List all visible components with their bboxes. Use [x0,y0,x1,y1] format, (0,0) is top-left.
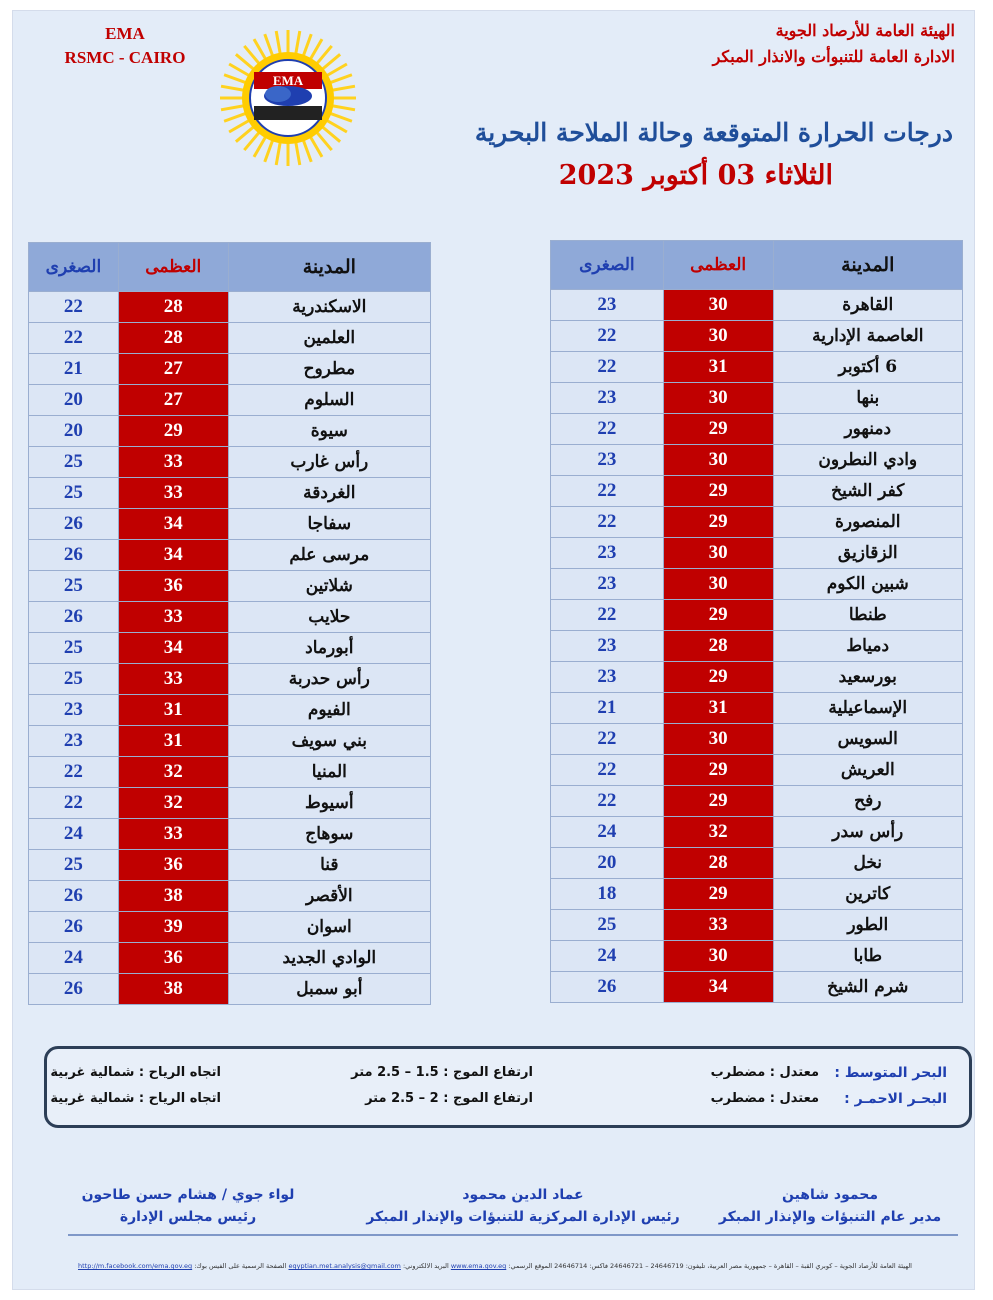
max-temp-cell: 33 [118,478,228,509]
city-cell: رأس حدربة [228,664,430,695]
max-temp-cell: 28 [663,631,773,662]
ema-label: EMA [105,24,145,43]
table-row [29,881,431,912]
table-row [29,478,431,509]
sea-navigation-box [44,1046,972,1128]
footer-divider [68,1234,958,1236]
max-temp-cell: 31 [663,352,773,383]
min-temp-cell: 22 [551,476,664,507]
table-row [29,571,431,602]
table-row [29,354,431,385]
table-row [29,788,431,819]
sea-state: معتدل : مضطرب [710,1065,819,1080]
min-temp-cell: 24 [29,819,119,850]
max-temp-cell: 28 [663,848,773,879]
table-row [551,631,963,662]
header-city: المدينة [228,243,430,292]
min-temp-cell: 26 [29,602,119,633]
min-temp-cell: 24 [551,941,664,972]
min-temp-cell: 22 [551,755,664,786]
min-temp-cell: 25 [551,910,664,941]
table-row [29,540,431,571]
signature-title: رئيس الإدارة المركزية للتنبؤات والإنذار المبكر [366,1209,680,1225]
city-cell: حلايب [228,602,430,633]
sea-state: معتدل : مضطرب [710,1091,819,1106]
min-temp-cell: 22 [551,352,664,383]
organization-name [713,18,955,70]
min-temp-cell: 26 [29,881,119,912]
max-temp-cell: 33 [118,819,228,850]
table-row [551,972,963,1003]
table-row [29,943,431,974]
table-row [551,321,963,352]
city-cell: كاترين [773,879,962,910]
table-row [551,476,963,507]
city-cell: الإسماعيلية [773,693,962,724]
city-cell: طابا [773,941,962,972]
table-row [551,383,963,414]
max-temp-cell: 38 [118,881,228,912]
city-cell: العلمين [228,323,430,354]
city-cell: اسوان [228,912,430,943]
forecast-date: الثلاثاء 03 أكتوبر 2023 [558,160,833,191]
min-temp-cell: 22 [29,323,119,354]
city-cell: العاصمة الإدارية [773,321,962,352]
city-cell: الاسكندرية [228,292,430,323]
table-row [29,602,431,633]
table-row [29,664,431,695]
max-temp-cell: 36 [118,571,228,602]
city-cell: دمياط [773,631,962,662]
city-cell: سوهاج [228,819,430,850]
city-cell: الزقازيق [773,538,962,569]
max-temp-cell: 29 [118,416,228,447]
min-temp-cell: 26 [29,540,119,571]
signature-name: لواء جوي / هشام حسن طاحون [81,1187,295,1203]
min-temp-cell: 23 [551,662,664,693]
table-row [29,385,431,416]
city-cell: رأس غارب [228,447,430,478]
max-temp-cell: 27 [118,385,228,416]
city-cell: مطروح [228,354,430,385]
min-temp-cell: 21 [29,354,119,385]
signature-title: رئيس مجلس الإدارة [119,1209,257,1225]
max-temp-cell: 29 [663,600,773,631]
header-max: العظمى [118,243,228,292]
table-row [29,819,431,850]
min-temp-cell: 25 [29,478,119,509]
table-row [551,507,963,538]
min-temp-cell: 25 [29,633,119,664]
min-temp-cell: 25 [29,850,119,881]
org-line-1: الهيئة العامة للأرصاد الجوية [775,21,955,40]
sea-row-mediterranean [47,1065,969,1087]
city-cell: طنطا [773,600,962,631]
max-temp-cell: 30 [663,290,773,321]
city-cell: القاهرة [773,290,962,321]
header-min: الصغرى [29,243,119,292]
city-cell: وادي النطرون [773,445,962,476]
wind-direction: اتجاه الرياح : شمالية غربية [50,1065,221,1080]
min-temp-cell: 21 [551,693,664,724]
table-row [551,910,963,941]
table-row [551,569,963,600]
max-temp-cell: 29 [663,755,773,786]
city-cell: أبو سمبل [228,974,430,1005]
table-row [29,323,431,354]
wave-height: ارتفاع الموج : 1.5 – 2.5 متر [351,1065,533,1080]
city-cell: بني سويف [228,726,430,757]
city-cell: كفر الشيخ [773,476,962,507]
min-temp-cell: 24 [29,943,119,974]
table-row [29,695,431,726]
city-cell: بورسعيد [773,662,962,693]
sea-name: البحـر الاحمـر : [844,1091,947,1107]
org-line-2: الادارة العامة للتنبوأت والانذار المبكر [712,47,955,66]
max-temp-cell: 32 [663,817,773,848]
table-row [29,416,431,447]
signature-chairman [63,1184,313,1228]
max-temp-cell: 34 [118,509,228,540]
ema-english-label [55,22,195,70]
max-temp-cell: 32 [118,757,228,788]
city-cell: السويس [773,724,962,755]
min-temp-cell: 23 [29,695,119,726]
city-cell: 6 أكتوبر [773,352,962,383]
wind-direction: اتجاه الرياح : شمالية غربية [50,1091,221,1106]
temperature-table-right [550,240,963,1003]
min-temp-cell: 25 [29,571,119,602]
min-temp-cell: 23 [551,538,664,569]
max-temp-cell: 28 [118,292,228,323]
city-cell: الطور [773,910,962,941]
city-cell: المنصورة [773,507,962,538]
min-temp-cell: 26 [29,912,119,943]
signature-name: محمود شاهين [781,1187,879,1203]
min-temp-cell: 22 [551,321,664,352]
sea-row-red-sea [47,1091,969,1113]
max-temp-cell: 34 [118,540,228,571]
min-temp-cell: 26 [29,974,119,1005]
min-temp-cell: 20 [551,848,664,879]
min-temp-cell: 23 [551,445,664,476]
city-cell: نخل [773,848,962,879]
city-cell: المنيا [228,757,430,788]
max-temp-cell: 28 [118,323,228,354]
ema-sun-logo-icon [218,28,358,168]
table-row [551,786,963,817]
max-temp-cell: 33 [118,602,228,633]
facebook-label: الصفحة الرسمية على الفيس بوك: [194,1262,287,1270]
city-cell: دمنهور [773,414,962,445]
max-temp-cell: 34 [663,972,773,1003]
table-row [551,693,963,724]
table-row [29,509,431,540]
header-min: الصغرى [551,241,664,290]
min-temp-cell: 26 [29,509,119,540]
table-row [29,726,431,757]
max-temp-cell: 29 [663,786,773,817]
max-temp-cell: 30 [663,569,773,600]
min-temp-cell: 22 [551,507,664,538]
city-cell: مرسى علم [228,540,430,571]
min-temp-cell: 22 [551,724,664,755]
signature-central-director [358,1184,688,1228]
temperature-table-left [28,242,431,1005]
logo-text: EMA [272,73,304,88]
city-cell: رفح [773,786,962,817]
rsmc-label: RSMC - CAIRO [64,48,186,67]
max-temp-cell: 30 [663,383,773,414]
min-temp-cell: 23 [551,383,664,414]
min-temp-cell: 22 [551,600,664,631]
min-temp-cell: 25 [29,664,119,695]
city-cell: شبين الكوم [773,569,962,600]
header-max: العظمى [663,241,773,290]
max-temp-cell: 29 [663,507,773,538]
website-link[interactable]: www.ema.gov.eg [450,1262,507,1270]
city-cell: أبورماد [228,633,430,664]
table-row [29,757,431,788]
max-temp-cell: 38 [118,974,228,1005]
city-cell: سيوة [228,416,430,447]
min-temp-cell: 23 [551,631,664,662]
city-cell: قنا [228,850,430,881]
min-temp-cell: 23 [551,290,664,321]
wave-height: ارتفاع الموج : 2 – 2.5 متر [365,1091,533,1106]
table-row [551,755,963,786]
min-temp-cell: 22 [551,414,664,445]
header-city: المدينة [773,241,962,290]
max-temp-cell: 31 [118,726,228,757]
max-temp-cell: 30 [663,445,773,476]
max-temp-cell: 27 [118,354,228,385]
min-temp-cell: 25 [29,447,119,478]
city-cell: بنها [773,383,962,414]
min-temp-cell: 23 [551,569,664,600]
city-cell: سفاجا [228,509,430,540]
facebook-link[interactable]: http://m.facebook.com/ema.gov.eg [78,1262,193,1270]
table-row [29,850,431,881]
table-row [29,447,431,478]
max-temp-cell: 30 [663,724,773,755]
signature-name: عماد الدين محمود [462,1187,584,1203]
table-row [29,912,431,943]
city-cell: أسيوط [228,788,430,819]
min-temp-cell: 18 [551,879,664,910]
table-row [551,414,963,445]
page-title: درجات الحرارة المتوقعة وحالة الملاحة البحرية [474,118,953,147]
city-cell: شرم الشيخ [773,972,962,1003]
min-temp-cell: 24 [551,817,664,848]
table-row [551,600,963,631]
min-temp-cell: 20 [29,385,119,416]
table-row [551,941,963,972]
max-temp-cell: 33 [118,664,228,695]
table-row [29,633,431,664]
max-temp-cell: 29 [663,476,773,507]
max-temp-cell: 31 [118,695,228,726]
min-temp-cell: 22 [29,788,119,819]
min-temp-cell: 22 [29,292,119,323]
table-row [551,538,963,569]
min-temp-cell: 26 [551,972,664,1003]
table-row [551,817,963,848]
table-row [551,445,963,476]
city-cell: الأقصر [228,881,430,912]
signature-forecast-director [705,1184,955,1228]
signature-title: مدير عام التنبؤات والإنذار المبكر [718,1209,942,1225]
city-cell: الفيوم [228,695,430,726]
table-row [29,974,431,1005]
max-temp-cell: 34 [118,633,228,664]
email-label: البريد الالكتروني: [402,1262,449,1270]
min-temp-cell: 20 [29,416,119,447]
email-link[interactable]: egyptian.met.analysis@gmail.com [288,1262,401,1270]
max-temp-cell: 29 [663,414,773,445]
max-temp-cell: 29 [663,662,773,693]
max-temp-cell: 33 [118,447,228,478]
max-temp-cell: 39 [118,912,228,943]
city-cell: الغردقة [228,478,430,509]
city-cell: السلوم [228,385,430,416]
table-row [551,879,963,910]
table-row [29,292,431,323]
min-temp-cell: 22 [29,757,119,788]
city-cell: شلاتين [228,571,430,602]
max-temp-cell: 33 [663,910,773,941]
table-row [551,290,963,321]
max-temp-cell: 32 [118,788,228,819]
city-cell: الوادي الجديد [228,943,430,974]
city-cell: رأس سدر [773,817,962,848]
max-temp-cell: 30 [663,321,773,352]
max-temp-cell: 31 [663,693,773,724]
city-cell: العريش [773,755,962,786]
table-row [551,352,963,383]
footer-contact [60,1262,930,1270]
min-temp-cell: 22 [551,786,664,817]
footer-address: الهيئة العامة للأرصاد الجوية – كوبري القبة – القاهرة – جمهورية مصر العربية، تليفون: 24646719 – 24646721 فاكس: 24646714 الموقع الرسمي: [508,1262,912,1270]
max-temp-cell: 36 [118,943,228,974]
max-temp-cell: 30 [663,538,773,569]
min-temp-cell: 23 [29,726,119,757]
sea-name: البحر المتوسط : [834,1065,947,1081]
max-temp-cell: 36 [118,850,228,881]
table-row [551,724,963,755]
max-temp-cell: 30 [663,941,773,972]
table-row [551,848,963,879]
table-row [551,662,963,693]
max-temp-cell: 29 [663,879,773,910]
